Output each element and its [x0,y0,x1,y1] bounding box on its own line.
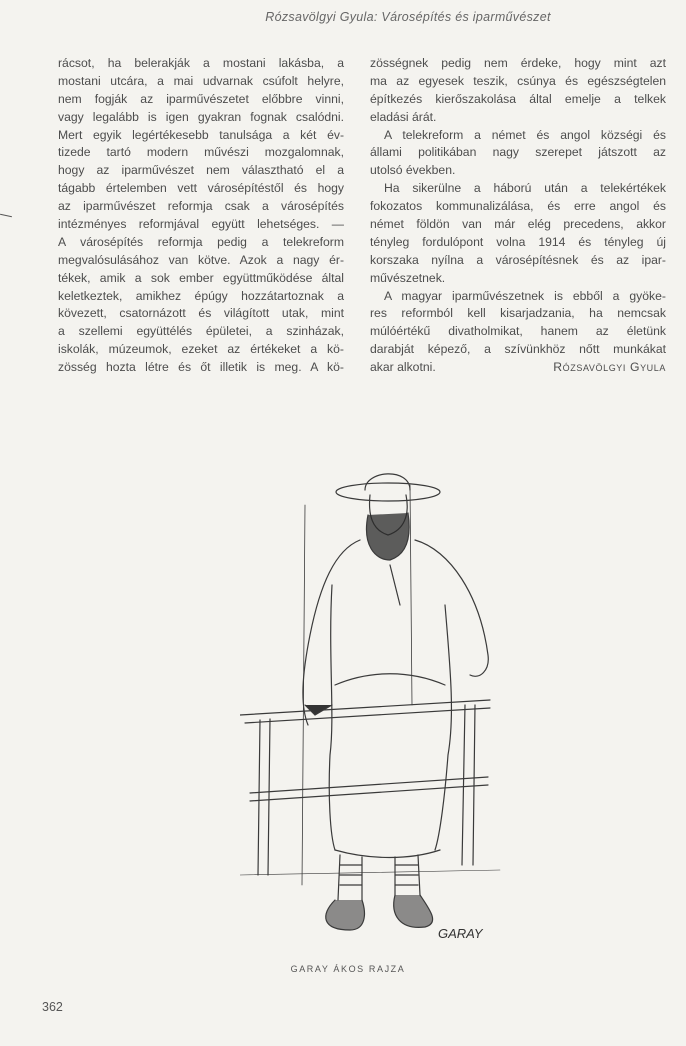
text-line: építkezés kierőszakolása által emelje a telkek [370,91,666,106]
text-line: utolsó években. [370,163,456,178]
text-line: res reformból kell kisarjadzania, ha nemcsak [370,306,666,321]
text-line: tágabb értelemben vett városépítéstől és hogy [58,181,344,196]
text-line: kövezett, csatornázott és világított utak, mint [58,306,344,321]
illustration-caption: GARAY ÁKOS RAJZA [290,964,406,974]
text-line: iskolák, múzeumok, ezeket az értékeket a kö- [58,342,344,357]
text-line: az iparművészet reformja csak a városépítés [58,199,344,214]
text-line: a szellemi együttélés épületei, a szinházak, [58,324,344,339]
author-signature: Rózsavölgyi Gyula [553,360,666,375]
right-column [370,55,666,377]
page-number: 362 [42,1000,63,1014]
text-line: keletkeztek, amikhez épúgy hozzátartoznak a [58,288,344,303]
margin-mark [0,214,12,217]
closing-line [370,359,666,377]
text-line: megvalósulásához van kötve. Azok a nagy ér- [58,252,344,267]
text-line: A magyar iparművészetnek is ebből a gyöke- [384,288,666,303]
text-line: tényleg fordulópont volna 1914 és tényleg új [370,234,666,249]
text-line: művészetnek. [370,270,446,285]
text-line: ma az egyesek teszik, csúnya és egészségtelen [370,73,666,88]
left-column [58,55,344,377]
text-line: német földön van már elég precedens, akkor [370,217,666,232]
artist-signature: GARAY [438,926,483,941]
illustration-seated-man [240,455,510,955]
text-line: zösségnek pedig nem érdeke, hogy mint azt [370,56,666,70]
text-line: fokozatos kommunalizálása, és erre angol és [370,199,666,214]
final-text: akar alkotni. [370,360,436,375]
text-line: zösség hozta létre és őt illetik is meg. A kö- [58,360,344,375]
text-line: múlóértékű divatholmikat, hanem az életünk [370,324,666,339]
text-line: hogy az iparművészet nem választható el a [58,163,344,178]
text-line: A telekreform a német és angol községi és [384,127,666,142]
text-line: tékek, amik a sok ember együttműködése által [58,270,344,285]
text-line: mostani utcára, a mai udvarnak csúfolt helyre, [58,73,344,88]
text-line: intézményes reformjával együtt lehetséges. — [58,217,344,232]
text-line: darabját képező, a szívünkhöz nőtt munkákat [370,342,666,357]
text-line: tizede tartó modern művészi mozgalomnak, [58,145,344,160]
text-line: Mert egyik legértékesebb tanulsága a két év- [58,127,344,142]
text-line: A városépítés reformja pedig a telekreform [58,234,344,249]
text-line: vagy legalább is igen gyakran fognak csalódni. [58,109,344,124]
text-line: eladási árát. [370,109,437,124]
text-line: rácsot, ha belerakják a mostani lakásba, a [58,56,344,70]
text-line: korszaka nyílna a városépítésnek és az ipar- [370,252,666,267]
text-line: állami politikában nagy szerepet játszott az [370,145,666,160]
running-header: Rózsavölgyi Gyula: Városépítés és iparművészet [265,10,551,24]
text-line: nem fogják az iparművészetet előbbre vinni, [58,91,344,106]
text-line: Ha sikerülne a háború után a telekértékek [384,181,666,196]
